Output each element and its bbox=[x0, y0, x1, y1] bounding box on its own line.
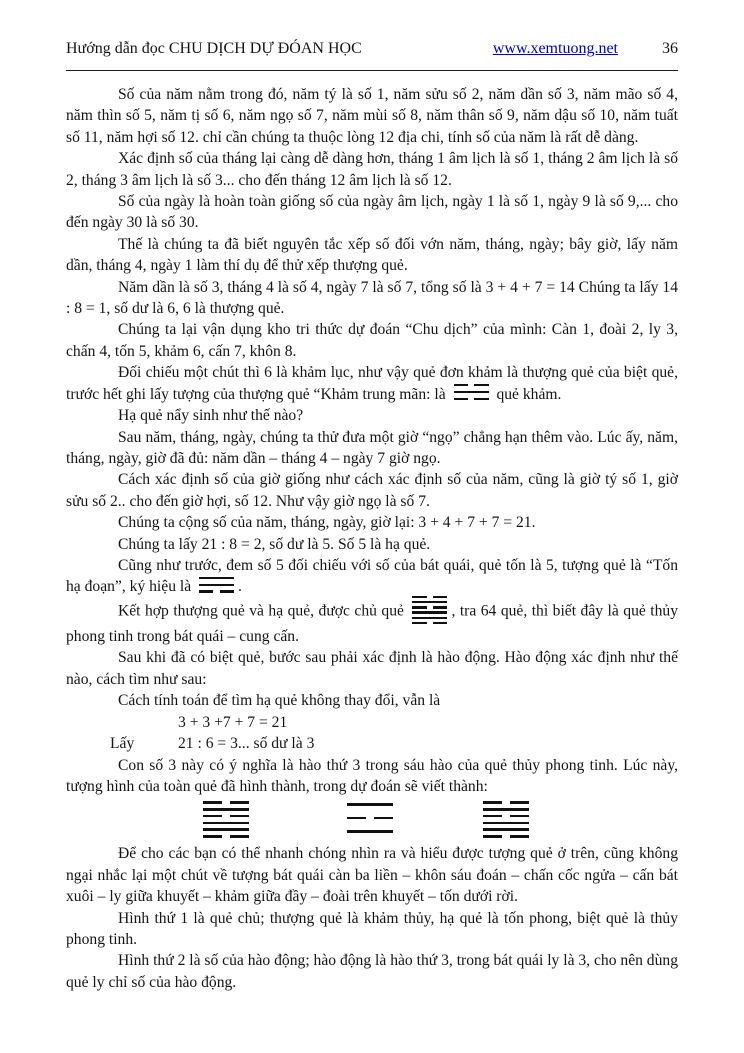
header-title: Hướng dẫn đọc CHU DỊCH DỰ ĐÓAN HỌC bbox=[66, 40, 362, 57]
text-after-ton-symbol: . bbox=[238, 578, 242, 596]
paragraph-month-numbers: Xác định số của tháng lại càng dễ dàng hơn, tháng 1 âm lịch là số 1, tháng 2 âm lịch là số 2, tháng 3 âm lịch là số 3... cho đến tháng 12 âm lịch là số 12. bbox=[66, 150, 678, 189]
paragraph-figure1-explain: Hình thứ 1 là quẻ chủ; thượng quẻ là khảm thủy, hạ quẻ là tốn phong, biệt quẻ là thủy phong tinh. bbox=[66, 909, 678, 948]
tinh-hexagram-figure-left bbox=[203, 801, 249, 837]
text-before-kham-symbol: Đối chiếu một chút thì 6 là khảm lục, như vậy quẻ đơn khảm là thượng quẻ của biệt quẻ, trước hết ghi lấy tượng của thượng quẻ “Khảm trung mãn: là bbox=[66, 364, 678, 403]
page-header bbox=[66, 40, 678, 58]
formula-division: 21 : 6 = 3... số dư là 3 bbox=[178, 735, 315, 753]
text-after-kham-symbol: quẻ khảm. bbox=[492, 385, 562, 403]
text-before-hexagram-symbol: Kết hợp thượng quẻ và hạ quẻ, được chủ quẻ bbox=[118, 602, 409, 620]
formula-label: Lấy bbox=[110, 735, 135, 753]
paragraph-moving-line-meaning: Con số 3 này có ý nghĩa là hào thứ 3 trong sáu hào của quẻ thủy phong tinh. Lúc này, tượng hình của toàn quẻ đã hình thành, trong dự đoán sẽ viết thành: bbox=[66, 756, 678, 795]
paragraph-hour-numbers: Cách xác định số của giờ giống như cách xác định số của năm, cũng là giờ tý số 1, giờ sửu số 2.. cho đến giờ hợi, số 12. Như vậy giờ ngọ là số 7. bbox=[66, 471, 678, 510]
formula-sum: 3 + 3 +7 + 7 = 21 bbox=[178, 713, 288, 731]
paragraph-example-intro: Thế là chúng ta đã biết nguyên tắc xếp số đối vớn năm, tháng, ngày; bây giờ, lấy năm dần, tháng 4, ngày 1 làm thí dụ để thử xếp thượng quẻ. bbox=[66, 235, 678, 275]
header-rule bbox=[66, 70, 678, 71]
paragraph-sum-formula: Chúng ta cộng số của năm, tháng, ngày, giờ lại: 3 + 4 + 7 + 7 = 21. bbox=[118, 514, 536, 532]
paragraph-year-numbers: Số của năm nằm trong đó, năm tý là số 1, năm sửu số 2, năm dần số 3, năm mão số 4, năm thìn số 5, năm tị số 6, năm ngọ số 7, năm mùi số 8, năm thân số 9, năm dậu số 10, năm tuất số 11, năm hợi số 12. chỉ cần chúng ta thuộc lòng 12 địa chi, tính số của năm là rất dễ dàng. bbox=[66, 86, 678, 146]
paragraph-lower-trigram-question: Hạ quẻ nẩy sinh như thế nào? bbox=[118, 407, 304, 425]
text-after-hexagram-symbol: , tra 64 quẻ, thì biết đây là quẻ thủy phong tinh trong bát quái – cung cấn. bbox=[66, 602, 678, 646]
paragraph-main-hexagram bbox=[66, 598, 678, 648]
paragraph-bagua-mnemonic: Để cho các bạn có thể nhanh chóng nhìn ra và hiểu được tượng quẻ ở trên, cũng không ngại nhắc lại một chút về tượng bát quái càn ba liền – khôn sáu đoán – chấn cốc ngửa – cấn bát xuôi – ly giữa khuyết – khảm giữa đầy – đoài trên khuyết – tốn dưới rời. bbox=[66, 845, 678, 906]
paragraph-day-numbers: Số của ngày là hoàn toàn giống số của ngày âm lịch, ngày 1 là số 1, ngày 9 là số 9,... cho đến ngày 30 là số 30. bbox=[66, 193, 678, 232]
paragraph-calc-method: Cách tính toán để tìm hạ quẻ không thay đổi, vẫn là bbox=[118, 692, 441, 710]
paragraph-moving-line-intro: Sau khi đã có biệt quẻ, bước sau phải xác định là hào động. Hào động xác định như thế nào, cách tìm như sau: bbox=[66, 649, 678, 688]
paragraph-ton-lower bbox=[66, 555, 678, 598]
tinh-hexagram-figure-right bbox=[483, 801, 529, 837]
kham-trigram-icon bbox=[454, 384, 489, 400]
header-link[interactable]: www.xemtuong.net bbox=[492, 40, 618, 57]
paragraph-kham-upper bbox=[66, 362, 678, 405]
ly-trigram-figure-middle bbox=[347, 803, 393, 832]
paragraph-upper-trigram-calc: Năm dần là số 3, tháng 4 là số 4, ngày 7 là số 7, tổng số là 3 + 4 + 7 = 14 Chúng ta lấy 14 : 8 = 1, số dư là 6, 6 là thượng quẻ. bbox=[66, 278, 678, 318]
paragraph-figure2-explain: Hình thứ 2 là số của hào động; hào động là hào thứ 3, trong bát quái ly là 3, cho nên dùng quẻ ly chỉ số của hào động. bbox=[66, 952, 678, 991]
tinh-hexagram-icon bbox=[412, 596, 447, 624]
paragraph-bagua-numbers: Chúng ta lại vận dụng kho tri thức dự đoán “Chu dịch” của mình: Càn 1, đoài 2, ly 3, chấn 4, tốn 5, khảm 6, cấn 7, khôn 8. bbox=[66, 321, 678, 360]
paragraph-lower-trigram-result: Chúng ta lấy 21 : 8 = 2, số dư là 5. Số 5 là hạ quẻ. bbox=[118, 535, 431, 553]
text-before-ton-symbol: Cũng như trước, đem số 5 đối chiếu với số của bát quái, quẻ tốn là 5, tượng quẻ là “Tốn hạ đoạn”, ký hiệu là bbox=[66, 556, 678, 596]
page-number: 36 bbox=[662, 40, 678, 57]
ton-trigram-icon bbox=[199, 577, 234, 593]
paragraph-add-hour: Sau năm, tháng, ngày, chúng ta thử đưa một giờ “ngọ” chẳng hạn thêm vào. Lúc ấy, năm, tháng, ngày, giờ đã đủ: năm dần – tháng 4 – ngày 7 giờ ngọ. bbox=[66, 428, 678, 467]
formula-division-row bbox=[66, 733, 678, 754]
document-body bbox=[66, 84, 678, 993]
hexagram-figures-row bbox=[66, 797, 678, 843]
